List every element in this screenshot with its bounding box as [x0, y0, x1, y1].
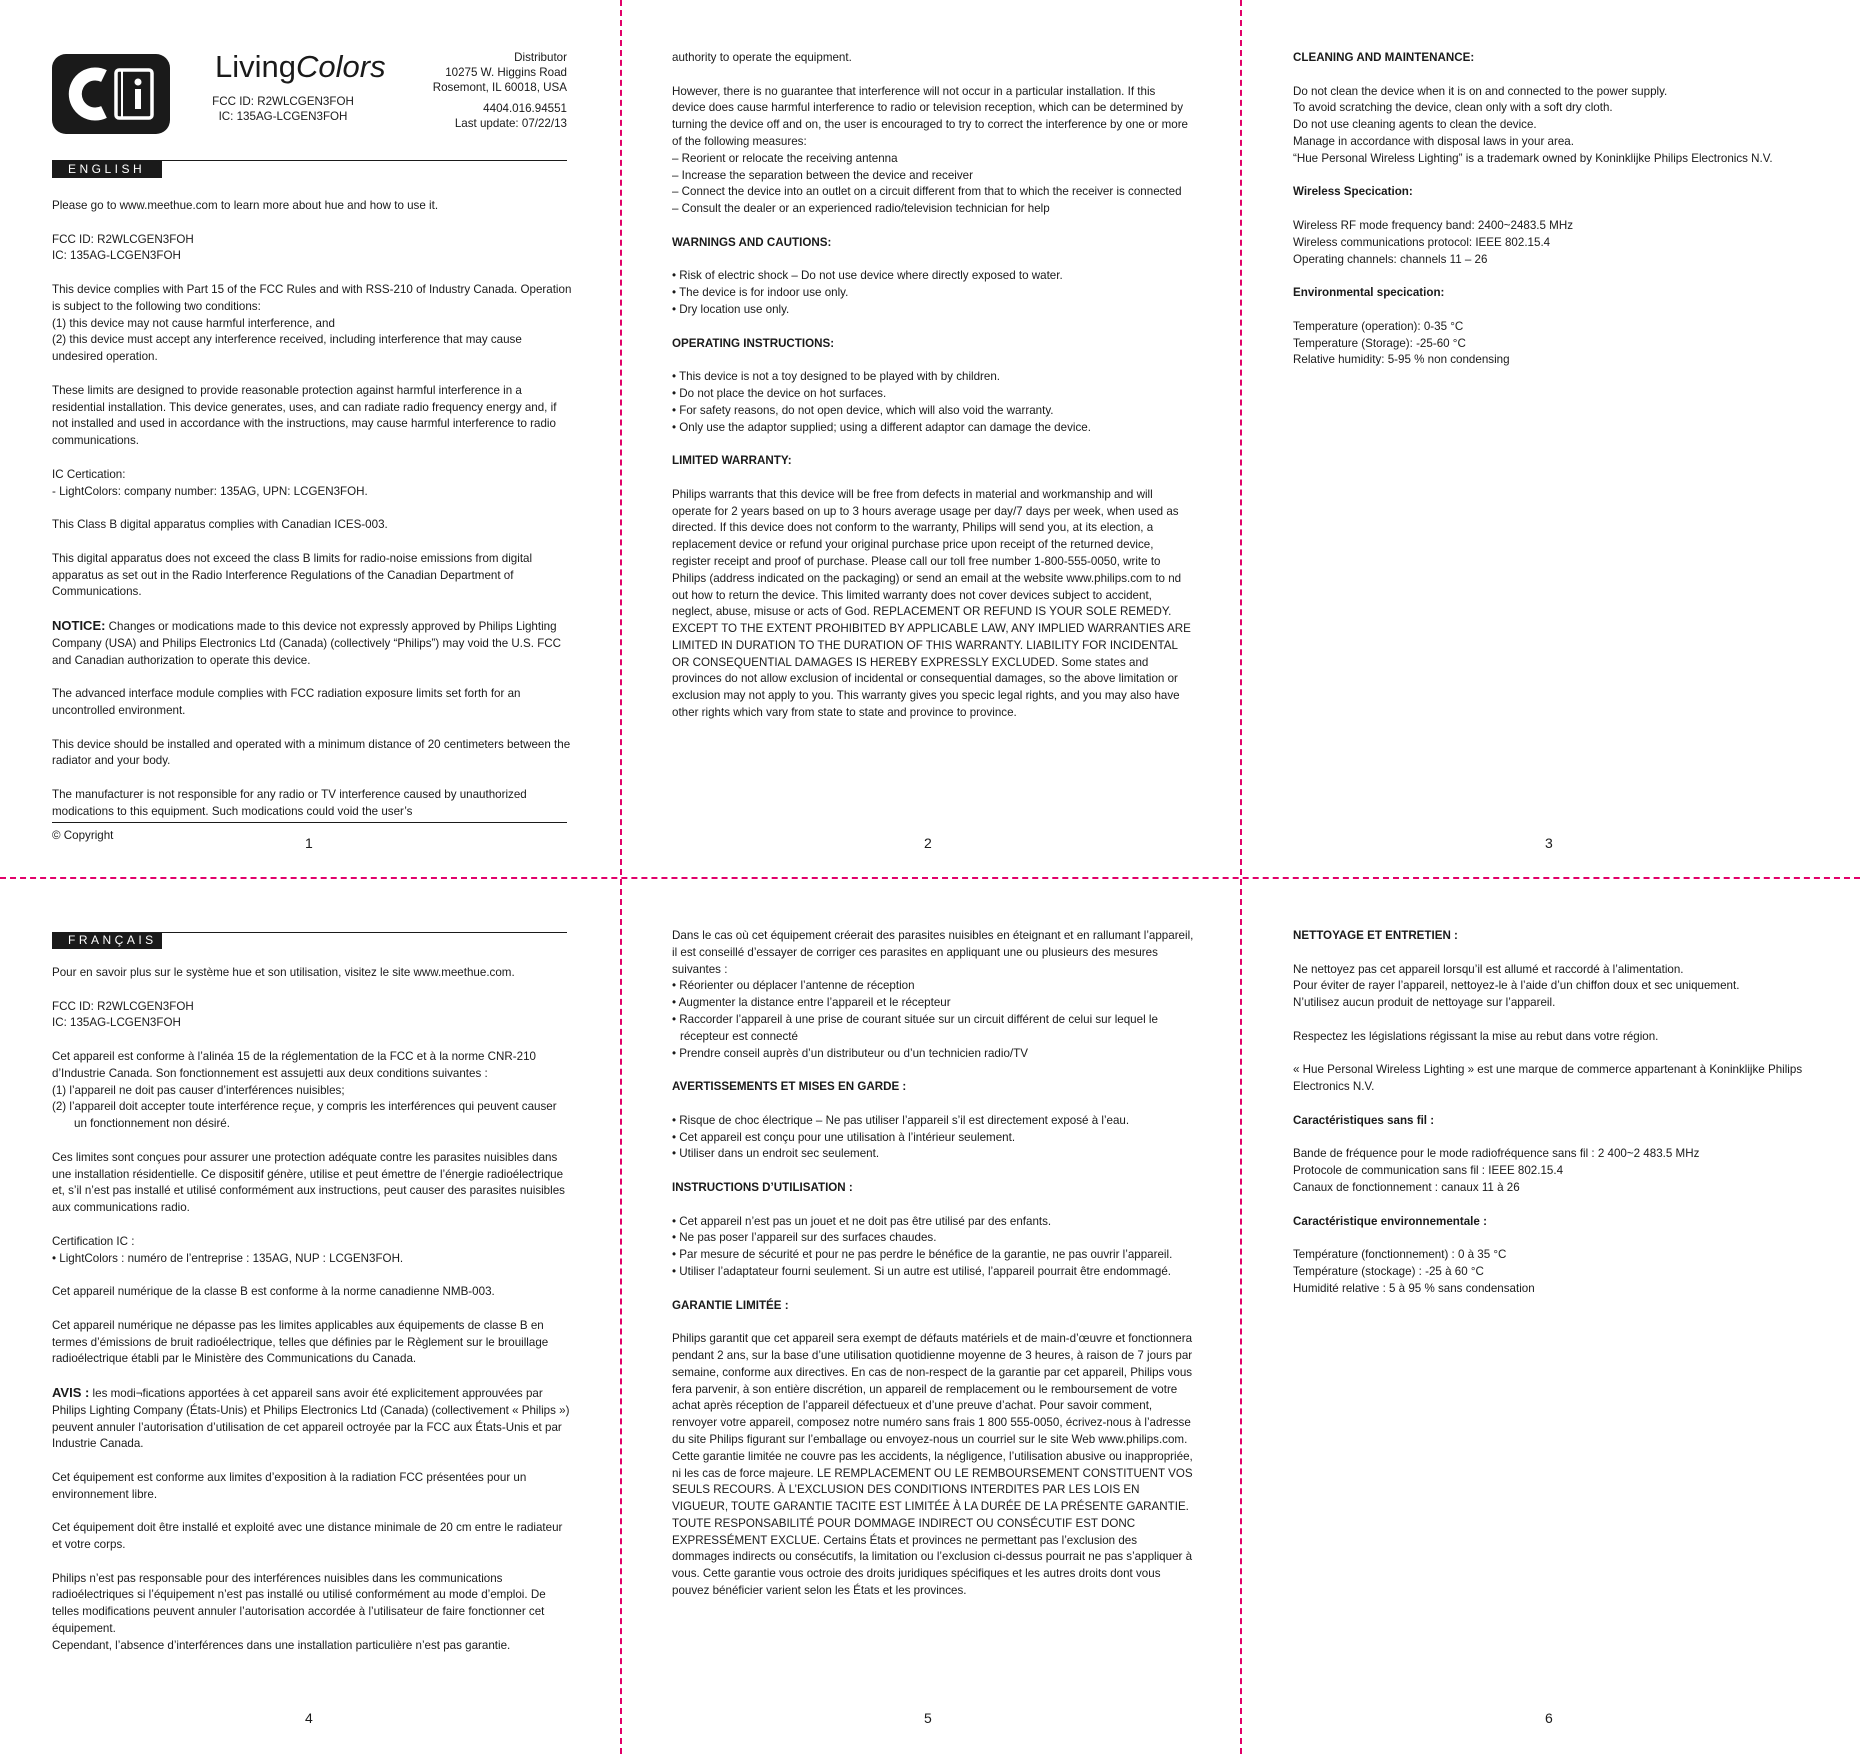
paragraph: FCC ID: R2WLCGEN3FOH IC: 135AG-LCGEN3FOH: [52, 999, 194, 1030]
notice-label: NOTICE:: [52, 617, 106, 633]
wireless-text: Wireless RF mode frequency band: 2400~2483.5 MHz Wireless communications protocol: IEEE 802.15.4 Operating channels: channels 11 – 26: [1293, 218, 1574, 266]
list-item: • Cet appareil est conçu pour une utilisation à l’intérieur seulement.: [672, 1130, 1016, 1144]
section-heading-operating: OPERATING INSTRUCTIONS:: [672, 336, 835, 350]
header-fcc-id: FCC ID: R2WLCGEN3FOH: [212, 95, 354, 108]
wireless-text: Bande de fréquence pour le mode radiofréquence sans fil : 2 400~2 483.5 MHz Protocole de communication sans fil : IEEE 802.15.4 Canaux de fonctionnement : canaux 11 à 26: [1293, 1147, 1700, 1194]
notice-text: Changes or modications made to this device not expressly approved by Philips Lighting Company (USA) and Philips Electronics Ltd (Canada) (collectively “Philips”) may void the U.S. FCC and Canadian authorization to operate this device.: [52, 619, 562, 667]
paragraph: IC Certication: - LightColors: company number: 135AG, UPN: LCGEN3FOH.: [52, 467, 368, 498]
paragraph: Cet appareil est conforme à l’alinéa 15 de la réglementation de la FCC et à la norme CNR-210 d’Industrie Canada. Son fonctionnement est assujetti aux deux conditions suivantes :: [52, 1049, 536, 1080]
paragraph: Philips n’est pas responsable pour des interférences nuisibles dans les communications radioélectriques si l’équipement n’est pas installé ou utilisé conformément au mode d’emploi. De telles modifications peuvent annuler l’autorisation accordée à l’utilisateur de faire fonctionner cet équipement. Cependant, l’absence d’interférences dans une installation particulière n’est pas garantie.: [52, 1571, 546, 1652]
paragraph: Pour en savoir plus sur le système hue et son utilisation, visitez le site www.meethue.com.: [52, 966, 515, 979]
list-item: • Dry location use only.: [672, 302, 790, 316]
list-item: (2) l’appareil doit accepter toute interférence reçue, y compris les interférences qui peuvent causer un fonctionnement non désiré.: [52, 1100, 557, 1131]
section-heading-warranty: LIMITED WARRANTY:: [672, 454, 792, 468]
paragraph: Please go to www.meethue.com to learn more about hue and how to use it.: [52, 199, 439, 212]
paragraph: Cet appareil numérique ne dépasse pas les limites applicables aux équipements de classe B en termes d’émissions de bruit radioélectrique, telles que définies par le Règlement sur le brouillage radioélectrique établi par le Ministère des Communications du Canada.: [52, 1318, 549, 1366]
cleaning-text: Do not clean the device when it is on and connected to the power supply. To avoid scratching the device, clean only with a soft dry cloth. Do not use cleaning agents to clean the device. Manage in accordance with disposal laws in your area. “Hue Personal Wireless Lighting” is a trademark owned by Koninklijke Philips Electronics N.V.: [1293, 84, 1773, 165]
list-item: • Risk of electric shock – Do not use device where directly exposed to water.: [672, 269, 1063, 283]
instructions-list: [672, 1214, 1194, 1281]
doc-number: 4404.016.94551: [483, 102, 567, 115]
trademark-text: « Hue Personal Wireless Lighting » est une marque de commerce appartenant à Koninklijke Philips Electronics N.V.: [1293, 1063, 1803, 1094]
info-icon: [52, 54, 170, 134]
paragraph: authority to operate the equipment.: [672, 51, 852, 64]
list-item: • Risque de choc électrique – Ne pas utiliser l’appareil s’il est directement exposé à l’eau.: [672, 1113, 1130, 1127]
list-item: (1) l’appareil ne doit pas causer d’interférences nuisibles;: [52, 1083, 345, 1097]
warranty-text: Philips warrants that this device will be free from defects in material and workmanship and will operate for 2 years based on up to 3 hours average usage per day/7 days per week, when used as directed. If this device does not conform to the warranty, Philips will send you, at its election, a replacement device or refund your original purchase price upon receipt of the returned device, register receipt and proof of purchase. Please call our toll free number 1-800-555-0050, write to Philips (address indicated on the packaging) or send an email at the website www.philips.com to nd out how to return the device. This limited warranty does not cover devices subject to accident, neglect, abuse, misuse or acts of God. REPLACEMENT OR REFUND IS YOUR SOLE REMEDY. EXCEPT TO THE EXTENT PROHIBITED BY APPLICABLE LAW, ANY IMPLIED WARRANTIES ARE LIMITED IN DURATION TO THE DURATION OF THIS WARRANTY. LIABILITY FOR INCIDENTAL OR CONSEQUENTIAL DAMAGES IS HEREBY EXPRESSLY EXCLUDED. Some states and provinces do not allow exclusion of incidental or consequential damages, so the above limitation or exclusion may not apply to you. This warranty gives you specic legal rights, and you may also have other rights which vary from state to state and province to province.: [672, 487, 1191, 720]
environmental-text: Temperature (operation): 0-35 °C Temperature (Storage): -25-60 °C Relative humidity: 5-95 % non condensing: [1293, 319, 1510, 367]
page-5-body: [672, 928, 1194, 1617]
paragraph: This device should be installed and operated with a minimum distance of 20 centimeters between the radiator and your body.: [52, 737, 571, 768]
avis-paragraph: [52, 1385, 572, 1453]
list-item: • This device is not a toy designed to be played with by children.: [672, 370, 1001, 384]
section-heading-warnings: WARNINGS AND CAUTIONS:: [672, 235, 832, 249]
section-heading-cleaning: NETTOYAGE ET ENTRETIEN :: [1293, 929, 1458, 942]
list-item: • Do not place the device on hot surfaces.: [672, 386, 887, 400]
page-number-4: 4: [305, 1710, 313, 1726]
environmental-text: Température (fonctionnement) : 0 à 35 °C Température (stockage) : -25 à 60 °C Humidité relative : 5 à 95 % sans condensation: [1293, 1248, 1535, 1295]
language-label-french: FRANÇAIS: [52, 932, 162, 949]
ci-logo: [52, 54, 170, 134]
paragraph: Cet équipement est conforme aux limites d’exposition à la radiation FCC présentées pour un environnement libre.: [52, 1470, 527, 1501]
paragraph: Dans le cas où cet équipement créerait des parasites nuisibles en éteignant et en rallumant l’appareil, il est conseillé d’essayer de corriger ces parasites en appliquant une ou plusieurs des mesures suivantes :: [672, 929, 1194, 976]
page-number-1: 1: [305, 835, 313, 851]
paragraph: This Class B digital apparatus complies with Canadian ICES-003.: [52, 518, 388, 532]
page-3-body: [1293, 50, 1813, 386]
list-item: • The device is for indoor use only.: [672, 286, 849, 300]
measures-list: [672, 151, 1192, 218]
list-item: • Ne pas poser l’appareil sur des surfaces chaudes.: [672, 1231, 937, 1245]
paragraph: The manufacturer is not responsible for any radio or TV interference caused by unauthorized modications to this equipment. Such modications could void the user’s: [52, 787, 527, 818]
warnings-list: [672, 268, 1192, 318]
page-4-body: [52, 965, 572, 1671]
list-item: • Utiliser dans un endroit sec seulement.: [672, 1147, 880, 1161]
page-number-6: 6: [1545, 1710, 1553, 1726]
page-6-body: [1293, 928, 1823, 1314]
fold-line-horizontal: [0, 877, 1860, 879]
page-1-body: [52, 198, 572, 837]
distributor-city: Rosemont, IL 60018, USA: [432, 81, 567, 94]
paragraph: This device complies with Part 15 of the FCC Rules and with RSS-210 of Industry Canada. Operation is subject to the following two conditions: (1) this device may not cause harmful interference, and (2) this device must accept any interference received, including interference that may cause undesired operation.: [52, 282, 572, 364]
measures-list: [672, 978, 1194, 1062]
header-rule: [52, 932, 567, 933]
distributor-block: [410, 50, 567, 131]
list-item: • For safety reasons, do not open device, which will also void the warranty.: [672, 403, 1054, 417]
list-item: • Par mesure de sécurité et pour ne pas perdre le bénéfice de la garantie, ne pas ouvrir l’appareil.: [672, 1248, 1173, 1262]
paragraph: Certification IC : • LightColors : numéro de l’entreprise : 135AG, NUP : LCGEN3FOH.: [52, 1234, 404, 1265]
cleaning-text: Ne nettoyez pas cet appareil lorsqu’il est allumé et raccordé à l’alimentation. Pour éviter de rayer l’appareil, nettoyez-le à l’aide d’un chiffon doux et sec uniquement. N’utilisez aucun produit de nettoyage sur l’appareil.: [1293, 962, 1740, 1010]
list-item: • Prendre conseil auprès d’un distributeur ou d’un technicien radio/TV: [672, 1046, 1028, 1060]
section-heading-cleaning: CLEANING AND MAINTENANCE:: [1293, 51, 1475, 64]
distributor-label: Distributor: [514, 51, 567, 64]
list-item: • Raccorder l’appareil à une prise de courant située sur un circuit différent de celui sur lequel le récepteur est connecté: [672, 1012, 1158, 1043]
last-update: Last update: 07/22/13: [454, 117, 567, 130]
section-heading-environmental: Environmental specication:: [1293, 286, 1445, 300]
operating-list: [672, 369, 1192, 436]
header-ic-id: IC: 135AG-LCGEN3FOH: [218, 110, 348, 123]
list-item: – Reorient or relocate the receiving antenna: [672, 151, 898, 165]
list-item: – Consult the dealer or an experienced radio/television technician for help: [672, 202, 1050, 216]
warranty-text: Philips garantit que cet appareil sera exempt de défauts matériels et de main-d’œuvre et fonctionnera pendant 2 ans, sur la base d’une utilisation quotidienne moyenne de 3 heures, à raison de 7 jours par semaine, conforme aux directives. En cas de non-respect de la garantie par cet appareil, Philips vous fera parvenir, à son entière discrétion, un appareil de remplacement ou le remboursement de votre achat après réception de l’appareil défectueux et d’une preuve d’achat. Pour savoir comment, renvoyer votre appareil, composez notre numéro sans frais 1 800 555-0050, écrivez-nous à l’adresse du site Philips figurant sur l’emballage ou envoyez-nous un courriel sur le site Web www.philips.com. Cette garantie limitée ne couvre pas les accidents, la négligence, l’utilisation abusive ou inappropriée, ni les cas de force majeure. LE REMPLACEMENT OU LE REMBOURSEMENT CONSTITUENT VOS SEULS RECOURS. À L’EXCLUSION DES CONDITIONS INTERDITES PAR LES LOIS EN VIGUEUR, TOUTE GARANTIE TACITE EST LIMITÉE À LA DURÉE DE LA PRÉSENTE GARANTIE. TOUTE RESPONSABILITÉ POUR DOMMAGE INDIRECT OU CONSÉCUTIF EST DONC EXPRESSÉMENT EXCLUE. Certains États et provinces ne permettant pas l’exclusion des dommages indirects ou consécutifs, la limitation ou l’exclusion ci-dessus pourrait ne pas s’appliquer à vous. Cette garantie vous octroie des droits juridiques spécifiques et les autres droits dont vous pouvez bénéficier varient selon les États et les provinces.: [672, 1332, 1193, 1598]
page-2-body: [672, 50, 1192, 739]
list-item: • Cet appareil n’est pas un jouet et ne doit pas être utilisé par des enfants.: [672, 1214, 1052, 1228]
page-number-3: 3: [1545, 835, 1553, 851]
footer-rule: [52, 822, 567, 823]
paragraph: Cet appareil numérique de la classe B est conforme à la norme canadienne NMB-003.: [52, 1285, 495, 1299]
paragraph: Ces limites sont conçues pour assurer une protection adéquate contre les parasites nuisibles dans une installation résidentielle. Ce dispositif génère, utilise et peut émettre de l’énergie radioélectrique et, s’il n’est pas installé et utilisé conformément aux instructions, peut causer des parasites nuisibles aux communications radio.: [52, 1150, 565, 1215]
list-item: • Réorienter ou déplacer l’antenne de réception: [672, 979, 915, 993]
warnings-list: [672, 1113, 1194, 1163]
brand-logo: LivingColors: [215, 49, 386, 84]
page-number-5: 5: [924, 1710, 932, 1726]
paragraph: This digital apparatus does not exceed the class B limits for radio-noise emissions from digital apparatus as set out in the Radio Interference Regulations of the Canadian Department of Communications.: [52, 551, 533, 599]
section-heading-environmental: Caractéristique environnementale :: [1293, 1214, 1487, 1228]
avis-label: AVIS :: [52, 1384, 90, 1400]
notice-paragraph: [52, 618, 572, 669]
copyright: © Copyright: [52, 829, 114, 842]
language-label-english: ENGLISH: [52, 161, 162, 178]
list-item: – Connect the device into an outlet on a circuit different from that to which the receiver is connected: [672, 185, 1182, 199]
paragraph: The advanced interface module complies with FCC radiation exposure limits set forth for an uncontrolled environment.: [52, 687, 521, 717]
paragraph: Cet équipement doit être installé et exploité avec une distance minimale de 20 cm entre le radiateur et votre corps.: [52, 1521, 563, 1552]
disposal-text: Respectez les législations régissant la mise au rebut dans votre région.: [1293, 1029, 1659, 1043]
paragraph: These limits are designed to provide reasonable protection against harmful interference in a residential installation. This device generates, uses, and can radiate radio frequency energy and, if not installed and used in accordance with the instructions, may cause harmful interference to radio communications.: [52, 383, 557, 448]
section-heading-wireless: Wireless Specication:: [1293, 185, 1413, 199]
section-heading-warnings: AVERTISSEMENTS ET MISES EN GARDE :: [672, 1080, 907, 1094]
section-heading-warranty: GARANTIE LIMITÉE :: [672, 1298, 789, 1312]
list-item: • Augmenter la distance entre l’appareil et le récepteur: [672, 996, 951, 1010]
header-ids: [198, 94, 368, 124]
paragraph: FCC ID: R2WLCGEN3FOH IC: 135AG-LCGEN3FOH: [52, 232, 194, 263]
distributor-street: 10275 W. Higgins Road: [445, 66, 567, 79]
paragraph: However, there is no guarantee that interference will not occur in a particular installation. If this device does cause harmful interference to radio or television reception, which can be determined by turning the device off and on, the user is encouraged to try to correct the interference by one or more of the following measures:: [672, 84, 1189, 148]
list-item: • Utiliser l’adaptateur fourni seulement. Si un autre est utilisé, l’appareil pourrait être endommagé.: [672, 1264, 1171, 1278]
section-heading-wireless: Caractéristiques sans fil :: [1293, 1113, 1435, 1127]
list-item: • Only use the adaptor supplied; using a different adaptor can damage the device.: [672, 420, 1091, 434]
conditions-list: [52, 1083, 572, 1133]
avis-text: les modi¬fications apportées à cet appareil sans avoir été explicitement approuvées par Philips Lighting Company (États-Unis) et Philips Electronics Ltd (Canada) (collectivement « Philips ») peuvent annuler l’autorisation d’utilisation de cet appareil octroyée par la FCC aux États-Unis et par Industrie Canada.: [52, 1386, 570, 1451]
section-heading-instructions: INSTRUCTIONS D’UTILISATION :: [672, 1180, 853, 1194]
page-number-2: 2: [924, 835, 932, 851]
list-item: – Increase the separation between the device and receiver: [672, 168, 973, 182]
